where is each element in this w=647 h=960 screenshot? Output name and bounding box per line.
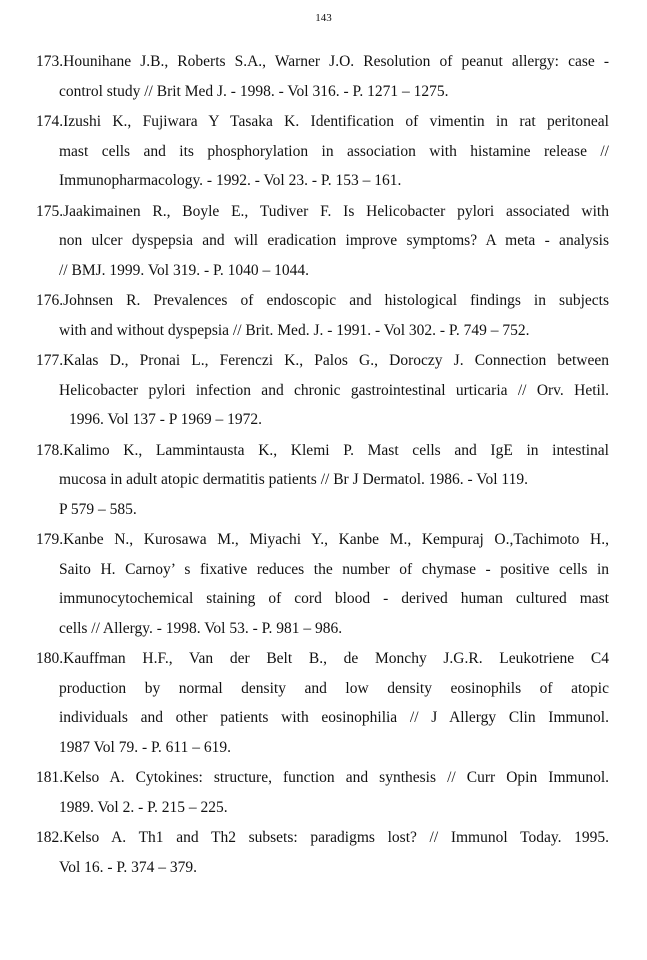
reference-line: mast cells and its phosphorylation in association with histamine release //	[59, 142, 609, 160]
reference-item	[36, 823, 609, 882]
reference-line: Vol 16. - P. 374 – 379.	[59, 858, 197, 876]
reference-item	[36, 763, 609, 822]
reference-item	[36, 436, 609, 525]
reference-line: mucosa in adult atopic dermatitis patients // Br J Dermatol. 1986. - Vol 119.	[59, 471, 528, 488]
reference-line: 180.Kauffman H.F., Van der Belt B., de Monchy J.G.R. Leukotriene C4	[36, 650, 609, 667]
reference-line: 176.Johnsen R. Prevalences of endoscopic and histological findings in subjects	[36, 292, 609, 309]
reference-item	[36, 107, 609, 196]
reference-line: 177.Kalas D., Pronai L., Ferenczi K., Palos G., Doroczy J. Connection between	[36, 352, 609, 369]
reference-line: 1989. Vol 2. - P. 215 – 225.	[59, 798, 228, 816]
reference-line: 182.Kelso A. Th1 and Th2 subsets: paradigms lost? // Immunol Today. 1995.	[36, 829, 609, 846]
reference-line: 181.Kelso A. Cytokines: structure, function and synthesis // Curr Opin Immunol.	[36, 769, 609, 786]
reference-item	[36, 525, 609, 643]
reference-item	[36, 286, 609, 345]
reference-line: with and without dyspepsia // Brit. Med. J. - 1991. - Vol 302. - P. 749 – 752.	[59, 321, 530, 339]
reference-line: individuals and other patients with eosinophilia // J Allergy Clin Immunol.	[59, 709, 609, 726]
reference-list	[36, 47, 609, 883]
reference-line: control study // Brit Med J. - 1998. - Vol 316. - P. 1271 – 1275.	[59, 82, 449, 100]
reference-line: 173.Hounihane J.B., Roberts S.A., Warner J.O. Resolution of peanut allergy: case -	[36, 53, 609, 70]
reference-line: // BMJ. 1999. Vol 319. - P. 1040 – 1044.	[59, 261, 310, 279]
reference-line: cells // Allergy. - 1998. Vol 53. - P. 981 – 986.	[59, 619, 343, 637]
page-number: 143	[315, 12, 332, 24]
reference-line: Immunopharmacology. - 1992. - Vol 23. - P. 153 – 161.	[59, 172, 402, 189]
reference-line: P 579 – 585.	[59, 500, 137, 518]
reference-line: 1996. Vol 137 - P 1969 – 1972.	[69, 411, 263, 428]
reference-line: Helicobacter pylori infection and chronic gastrointestinal urticaria // Orv. Hetil.	[59, 381, 609, 399]
reference-line: immunocytochemical staining of cord blood - derived human cultured mast	[59, 590, 609, 607]
reference-line: production by normal density and low density eosinophils of atopic	[59, 679, 609, 697]
reference-item	[36, 644, 609, 762]
reference-item	[36, 197, 609, 286]
reference-item	[36, 346, 609, 435]
reference-line: 1987 Vol 79. - P. 611 – 619.	[59, 738, 231, 756]
reference-line: 175.Jaakimainen R., Boyle E., Tudiver F. Is Helicobacter pylori associated with	[36, 202, 609, 220]
reference-line: non ulcer dyspepsia and will eradication improve symptoms? A meta - analysis	[59, 232, 609, 249]
reference-line: 178.Kalimo K., Lammintausta K., Klemi P. Mast cells and IgE in intestinal	[36, 441, 609, 459]
reference-line: 179.Kanbe N., Kurosawa M., Miyachi Y., Kanbe M., Kempuraj O.,Tachimoto H.,	[36, 531, 609, 548]
reference-line: 174.Izushi K., Fujiwara Y Tasaka K. Identification of vimentin in rat peritoneal	[36, 113, 609, 130]
reference-line: Saito H. Carnoy’ s fixative reduces the number of chymase - positive cells in	[59, 560, 609, 578]
reference-item	[36, 47, 609, 106]
